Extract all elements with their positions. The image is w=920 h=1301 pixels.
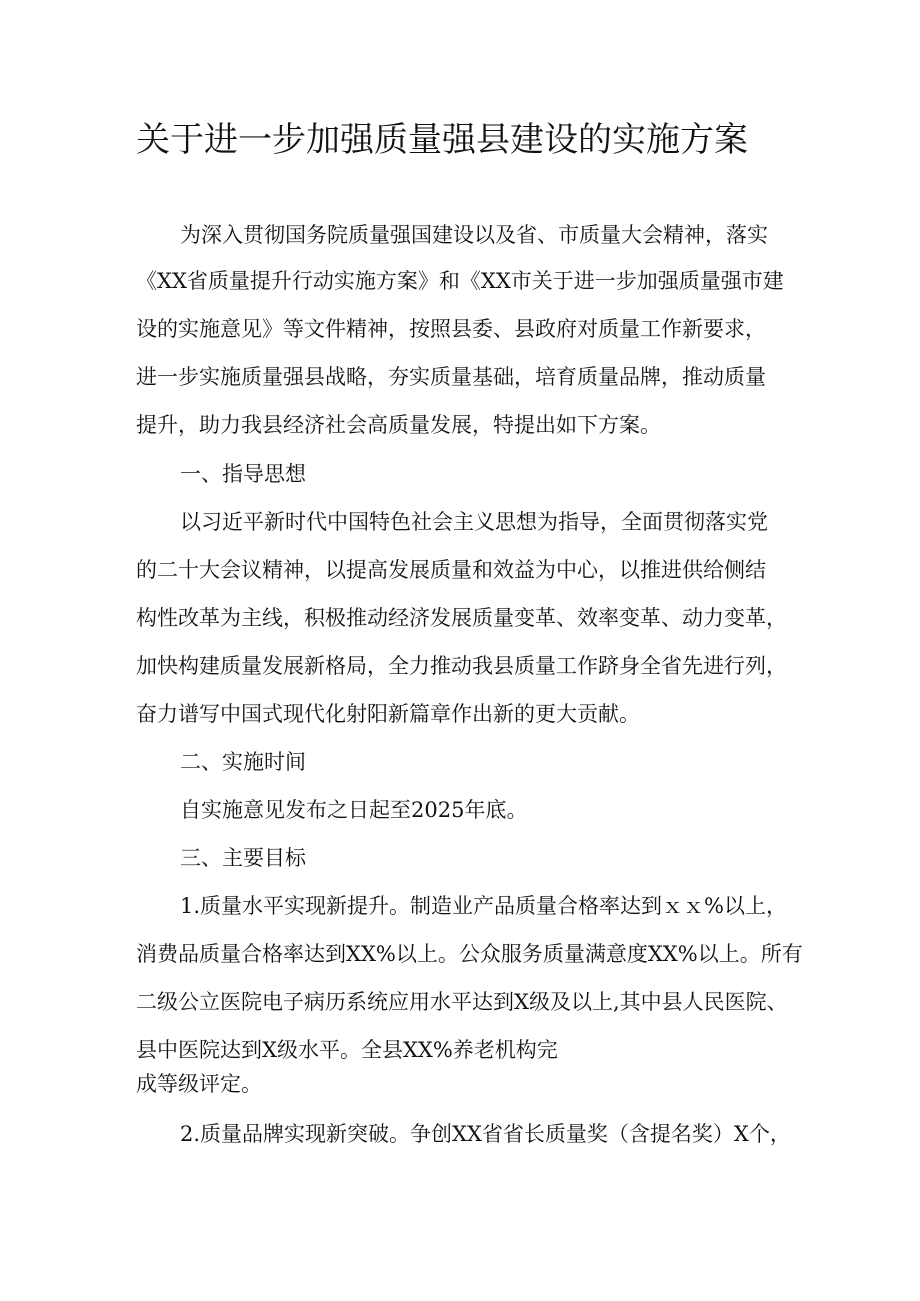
intro-paragraph-line-4: 进一步实施质量强县战略，夯实质量基础，培育质量品牌，推动质量: [136, 365, 766, 389]
implementation-time-text: 自实施意见发布之日起至2025年底。: [180, 798, 528, 822]
intro-paragraph-line-1: 为深入贯彻国务院质量强国建设以及省、市质量大会精神，落实: [180, 223, 768, 247]
goal-1-line-2: 消费品质量合格率达到XX%以上。公众服务质量满意度XX%以上。所有: [136, 942, 803, 966]
goal-1-line-4: 县中医院达到X级水平。全县XX%养老机构完: [136, 1038, 558, 1062]
guiding-paragraph-line-1: 以习近平新时代中国特色社会主义思想为指导，全面贯彻落实党: [180, 510, 768, 534]
goal-2-line-1: 2.质量品牌实现新突破。争创XX省省长质量奖（含提名奖）X个，: [180, 1122, 791, 1146]
guiding-paragraph-line-2: 的二十大会议精神，以提高发展质量和效益为中心，以推进供给侧结: [136, 558, 766, 582]
goal-1-line-1: 1.质量水平实现新提升。制造业产品质量合格率达到ｘｘ%以上，: [180, 894, 787, 918]
guiding-paragraph-line-3: 构性改革为主线，积极推动经济发展质量变革、效率变革、动力变革，: [136, 606, 787, 630]
document-title: 关于进一步加强质量强县建设的实施方案: [136, 120, 748, 160]
goal-1-line-5: 成等级评定。: [136, 1072, 262, 1096]
section-heading-implementation-time: 二、实施时间: [180, 750, 306, 774]
section-heading-main-goals: 三、主要目标: [180, 846, 306, 870]
intro-paragraph-line-5: 提升，助力我县经济社会高质量发展，特提出如下方案。: [136, 413, 661, 437]
goal-1-line-3: 二级公立医院电子病历系统应用水平达到X级及以上,其中县人民医院、: [136, 990, 788, 1014]
guiding-paragraph-line-5: 奋力谱写中国式现代化射阳新篇章作出新的更大贡献。: [136, 702, 640, 726]
intro-paragraph-line-3: 设的实施意见》等文件精神，按照县委、县政府对质量工作新要求，: [136, 317, 766, 341]
intro-paragraph-line-2: 《XX省质量提升行动实施方案》和《XX市关于进一步加强质量强市建: [136, 269, 784, 293]
section-heading-guiding-ideology: 一、指导思想: [180, 462, 306, 486]
guiding-paragraph-line-4: 加快构建质量发展新格局，全力推动我县质量工作跻身全省先进行列，: [136, 654, 787, 678]
